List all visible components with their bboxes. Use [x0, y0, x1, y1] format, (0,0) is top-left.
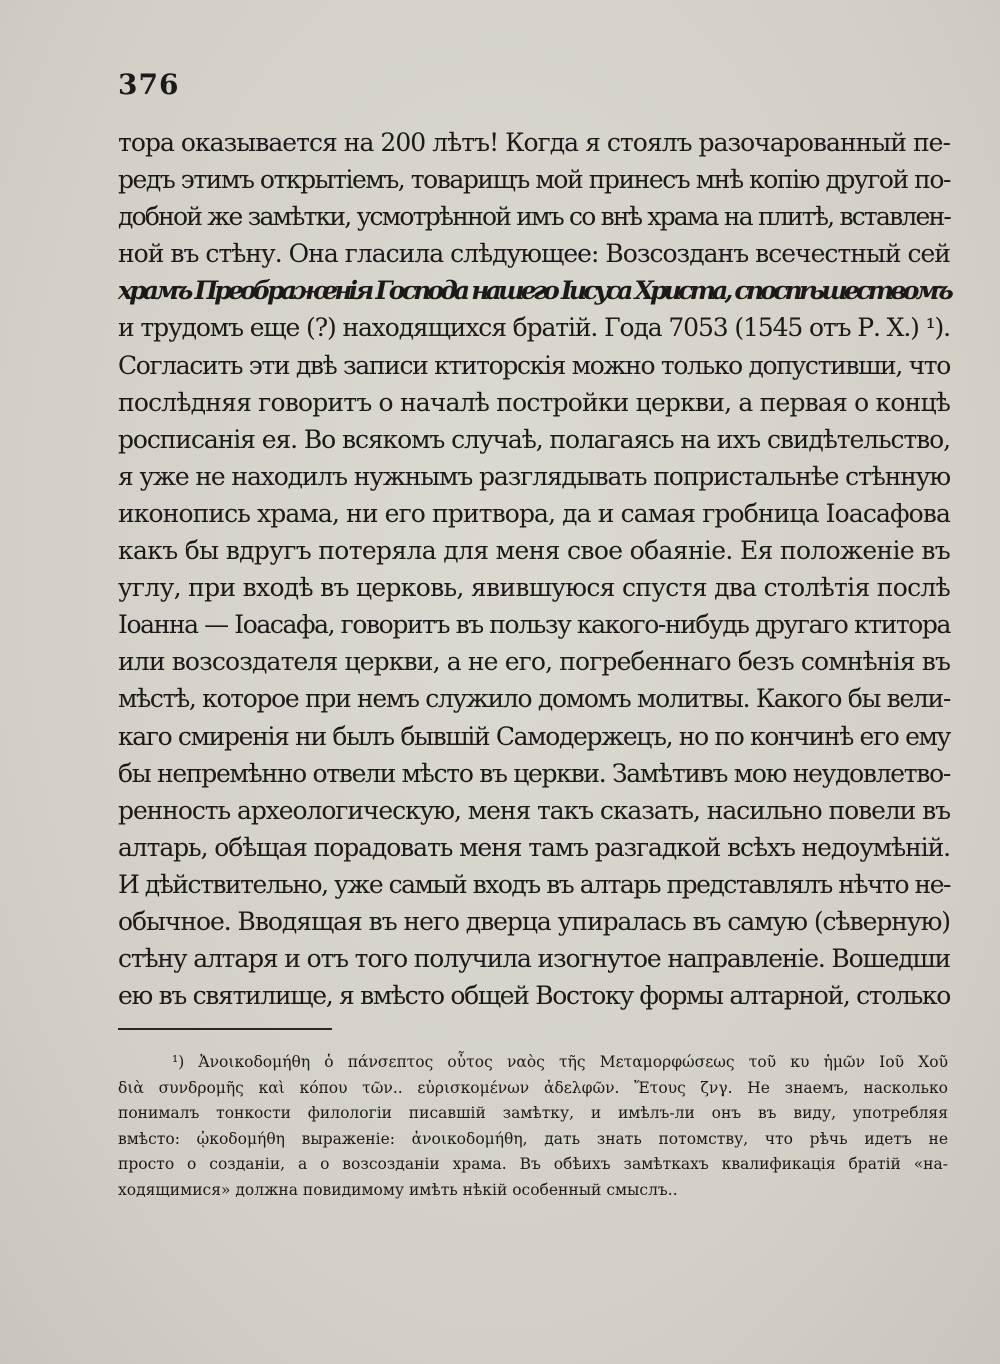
text-line-3: добной же замѣтки, усмотрѣнной имъ со внѣ храма на плитѣ, вставлен- [118, 202, 951, 232]
footnotes [118, 1050, 948, 1203]
text-line-15: или возсоздателя церкви, а не его, погребеннаго безъ сомнѣнія въ [118, 647, 950, 677]
text-line-18: бы непремѣнно отвели мѣсто въ церкви. Замѣтивъ мою неудовлетво- [118, 758, 950, 788]
text-line-10: я уже не находилъ нужнымъ разглядывать попристальнѣе стѣнную [118, 461, 950, 491]
text-line-5: храмъ Преображенія Господа нашего Іисуса Христа, споспѣшествомъ [118, 276, 950, 306]
text-line-9: росписанія ея. Во всякомъ случаѣ, полагаясь на ихъ свидѣтельство, [118, 424, 950, 454]
text-line-2: редъ этимъ открытіемъ, товарищъ мой принесъ мнѣ копію другой по- [118, 165, 950, 195]
footnote-line-6: ходящимися» должна повидимому имѣть нѣкій особенный смыслъ.. [118, 1180, 678, 1199]
text-line-8: послѣдняя говоритъ о началѣ постройки церкви, а первая о концѣ [118, 387, 950, 417]
text-line-6: и трудомъ еще (?) находящихся братій. Года 7053 (1545 отъ Р. Х.) ¹). [118, 313, 950, 343]
footnote-line-1: ¹) Ἀνοικοδομήθη ὁ πάνσεπτος οὗτος ναὸς τῆς Μεταμορφώσεως τοῦ κυ ἡμῶν Ιοῦ Χοῦ [172, 1053, 948, 1071]
text-line-22: обычное. Вводящая въ него дверца упиралась въ самую (сѣверную) [118, 906, 950, 936]
text-line-11: иконопись храма, ни его притвора, да и самая гробница Іоасафова [118, 498, 950, 528]
text-line-13: углу, при входѣ въ церковь, явившуюся спустя два столѣтія послѣ [118, 573, 950, 603]
text-line-12: какъ бы вдругъ потеряла для меня свое обаяніе. Ея положеніе въ [118, 536, 950, 566]
page-number: 376 [118, 68, 180, 101]
text-line-24: ею въ святилище, я вмѣсто общей Востоку формы алтарной, столько [118, 981, 950, 1011]
footnote-separator [118, 1028, 332, 1030]
text-line-14: Іоанна — Іоасафа, говоритъ въ пользу какого-нибудь другаго ктитора [118, 610, 950, 640]
body-text [118, 124, 950, 1014]
text-line-20: алтарь, обѣщая порадовать меня тамъ разгадкой всѣхъ недоумѣній. [118, 832, 950, 862]
text-line-1: тора оказывается на 200 лѣтъ! Когда я стоялъ разочарованный пе- [118, 128, 950, 157]
text-line-21: И дѣйствительно, уже самый входъ въ алтарь представлялъ нѣчто не- [118, 869, 950, 899]
footnote-line-4: вмѣсто: ᾠκοδομήθη выраженіе: ἀνοικοδομήθη, дать знать потомству, что рѣчь идетъ не [118, 1129, 948, 1148]
footnote-line-2: διὰ συνδρομῆς καὶ κόπου τῶν.. εὑρισκομένων ἀδελφῶν. Ἔτους ζνγ. Не знаемъ, насколько [118, 1078, 948, 1097]
text-line-19: ренность археологическую, меня такъ сказать, насильно повели въ [118, 795, 951, 825]
text-line-23: стѣну алтаря и отъ того получила изогнутое направленіе. Вошедши [118, 944, 950, 974]
footnote-line-5: просто о созданіи, а о возсозданіи храма. Въ обѣихъ замѣткахъ квалификація братій «на- [118, 1155, 948, 1173]
text-line-16: мѣстѣ, которое при немъ служило домомъ молитвы. Какого бы вели- [118, 684, 950, 714]
text-line-7: Согласить эти двѣ записи ктиторскія можно только допустивши, что [118, 350, 950, 380]
text-line-4: ной въ стѣну. Она гласила слѣдующее: Возсозданъ всечестный сей [118, 239, 950, 269]
text-line-17: каго смиренія ни былъ бывшій Самодержецъ, но по кончинѣ его ему [118, 721, 950, 751]
footnote-line-3: понималъ тонкости филологіи писавшій замѣтку, и имѣлъ-ли онъ въ виду, употребляя [118, 1104, 948, 1122]
